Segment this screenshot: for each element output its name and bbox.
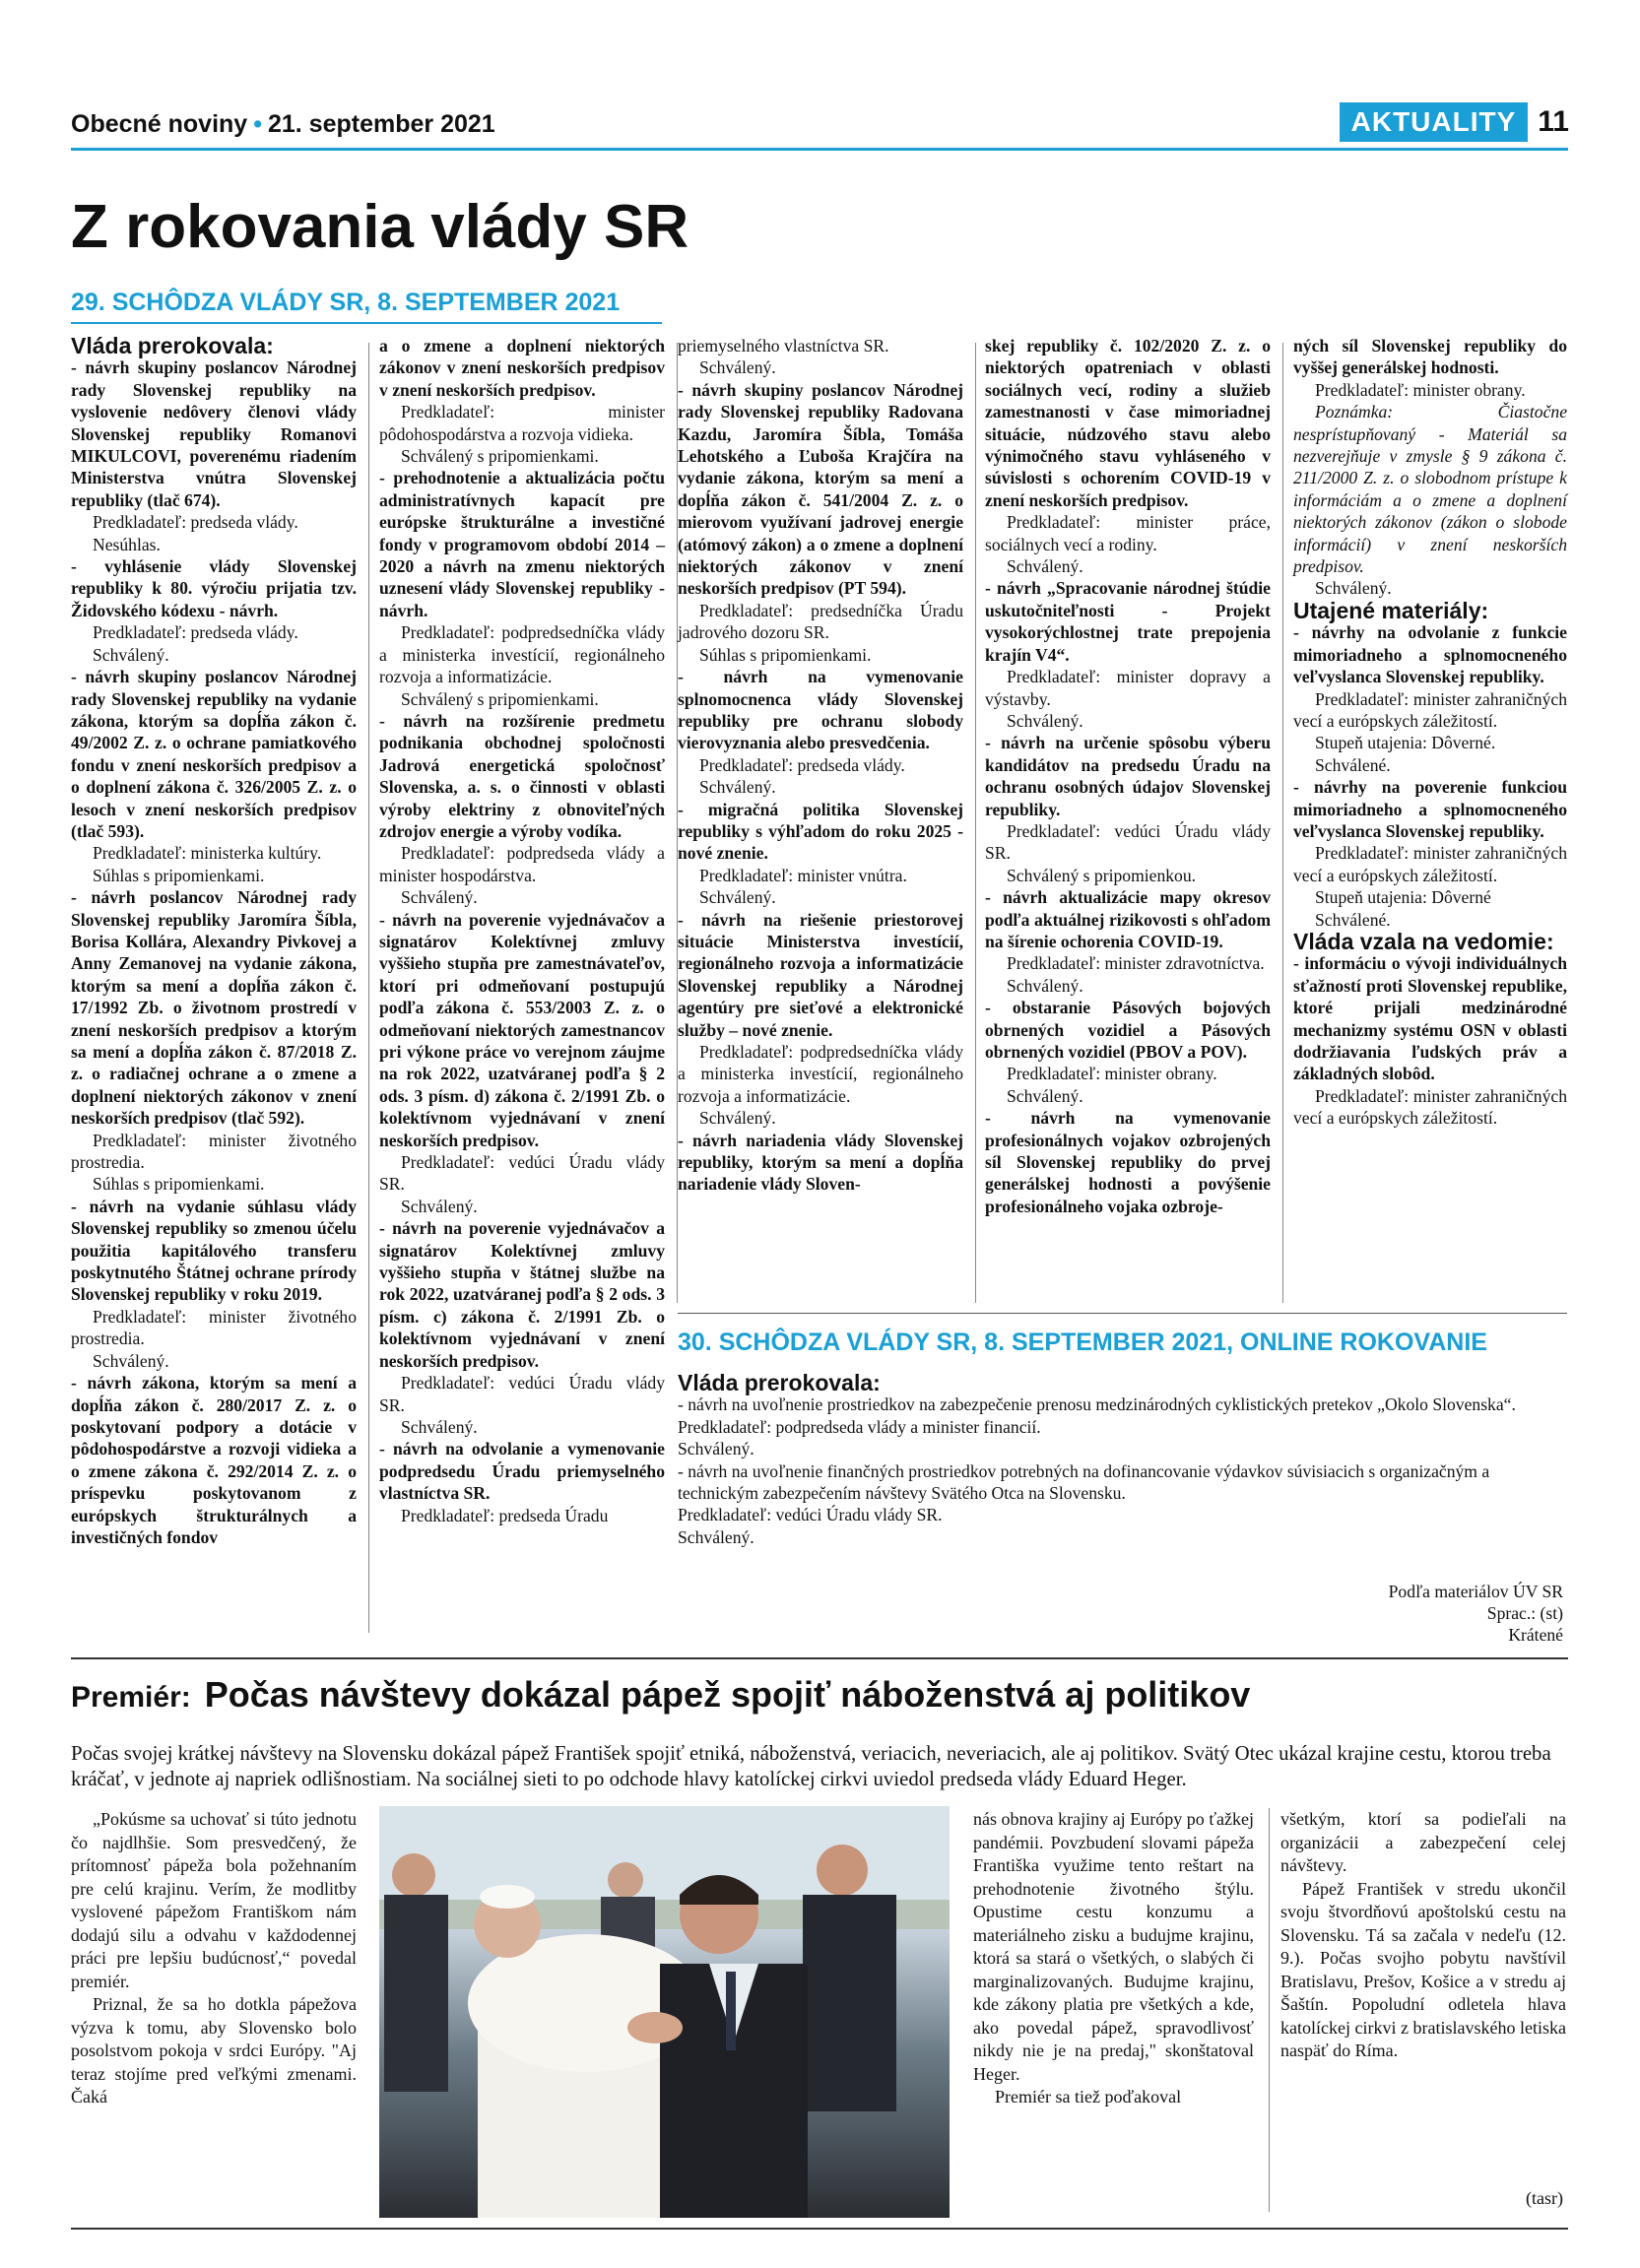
paragraph: - návrh na odvolanie a vymenovanie podpredsedu Úradu priemyselného vlastníctva SR. (379, 1439, 665, 1504)
paragraph: Predkladateľ: minister životného prostredia. (71, 1306, 357, 1349)
paragraph: Priznal, že sa ho dotkla pápežova výzva k tomu, aby Slovensko bolo posolstvom pokoja v srdci Európy. "Aj teraz stojíme pred veľkými zmenami. Čaká (71, 1994, 357, 2106)
paragraph: - návrh skupiny poslancov Národnej rady Slovenskej republiky Radovana Kazdu, Jaromíra Šíbla, Tomáša Lehotského a Ľuboša Krajčíra na vydanie zákona, ktorým sa mení a dopĺňa zákon č. 541/2004 Z. z. o mierovom využívaní jadrovej energie (atómový zákon) a o zmene a doplnení niektorých zákonov v znení neskorších predpisov (PT 594). (678, 379, 963, 599)
paragraph: Schválený. (1007, 710, 1083, 731)
paragraph: Schválený s pripomienkou. (1007, 865, 1197, 885)
paragraph: skej republiky č. 102/2020 Z. z. o niektorých opatreniach v oblasti sociálnych vecí, rodiny a služieb zamestnanosti v čase mimoriadnej situácie, núdzového stavu alebo výnimočného stavu vyhláseného v súvislosti s ochorením COVID-19 v znení neskorších predpisov. (985, 336, 1271, 510)
paragraph: Nesúhlas. (93, 534, 161, 554)
paragraph: - návrh na rozšírenie predmetu podnikania obchodnej spoločnosti Jadrová energetická spoločnosť Slovenska, a. s. o činnosti v oblasti výroby elektriny z obnoviteľných zdrojov energie a výroby vodíka. (379, 710, 665, 841)
paragraph: Schválený. (678, 1526, 754, 1547)
paragraph: Premiér sa tiež poďakoval (995, 2087, 1182, 2106)
paragraph: - návrh na uvoľnenie finančných prostriedkov potrebných na dofinancovanie výdavkov súvisiacich s organizačným a technickým zabezpečením návštevy Svätého Otca na Slovensku. (678, 1460, 1490, 1504)
paragraph: Predkladateľ: podpredseda vlády a minister financií. (678, 1416, 1041, 1437)
signature-editor: Sprac.: (st) (1486, 1603, 1563, 1623)
paragraph: - návrh poslancov Národnej rady Slovenskej republiky Jaromíra Šíbla, Borisa Kollára, Alexandry Pivkovej a Anny Zemanovej na vydanie zákona, ktorým sa mení a dopĺňa zákon č. 17/1992 Zb. o životnom prostredí v znení neskorších predpisov a ktorým sa mení a dopĺňa zákon č. 87/2018 Z. z. o radiačnej ochrane a o zmene a doplnení niektorých zákonov v znení neskorších predpisov (tlač 592). (71, 887, 357, 1129)
article-divider (71, 1657, 1568, 1659)
paragraph: - návrh na riešenie priestorovej situácie Ministerstva investícií, regionálneho rozvoja a informatizácie Slovenskej republiky a Národnej agentúry pre sieťové a elektronické služby – nové znenie. (678, 909, 963, 1040)
article-2-source: (tasr) (1526, 2188, 1563, 2208)
headline-text: Počas návštevy dokázal pápež spojiť náboženstvá aj politikov (204, 1674, 1251, 1715)
article-column-4 (985, 335, 1271, 1217)
paragraph: Predkladateľ: minister zahraničných vecí a európskych záležitostí. (1293, 688, 1567, 731)
paragraph: - vyhlásenie vlády Slovenskej republiky k 80. výročiu prijatia tzv. Židovského kódexu - návrh. (71, 556, 357, 620)
paragraph: Schválený. (678, 1439, 754, 1459)
session-30-rule (678, 1313, 1567, 1314)
article-2-column-3 (1280, 1808, 1566, 2063)
paragraph: Predkladateľ: predseda vlády. (93, 512, 298, 533)
paragraph: - návrh na poverenie vyjednávačov a signatárov Kolektívnej zmluvy vyššieho stupňa pre zamestnávateľov, ktorí pri odmeňovaní postupujú podľa zákona č. 553/2003 Z. z. o odmeňovaní niektorých zamestnancov pri výkone práce vo verejnom záujme na rok 2022, uzatváranej podľa § 2 ods. 3 písm. d) zákona č. 2/1991 Zb. o kolektívnom vyjednávaní v znení neskorších predpisov. (379, 909, 665, 1150)
paragraph: Predkladateľ: minister zahraničných vecí a európskych záležitostí. (1293, 843, 1567, 885)
article-column-3 (678, 335, 963, 1196)
paragraph: Stupeň utajenia: Dôverné. (1315, 733, 1496, 753)
paragraph: Predkladateľ: minister práce, sociálnych vecí a rodiny. (985, 512, 1271, 554)
paragraph: Schválené. (1315, 909, 1391, 930)
paragraph: ných síl Slovenskej republiky do vyššej generálskej hodnosti. (1293, 336, 1567, 378)
paragraph: Predkladateľ: podpredseda vlády a minister hospodárstva. (379, 843, 665, 885)
page-bottom-rule (71, 2228, 1568, 2230)
paragraph: „Pokúsme sa uchovať si túto jednotu čo najdlhšie. Som presvedčený, že prítomnosť pápeža bola požehnaním pre celú krajinu. Verím, že modlitby vyslovené pápežom Františkom nám dodajú silu a odvahu v každodennej práci pre lepšiu budúcnosť,“ povedal premiér. (71, 1809, 357, 1991)
paragraph: Schválený s pripomienkami. (401, 688, 599, 709)
paragraph: - obstaranie Pásových bojových obrnených vozidiel a Pásových obrnených vozidiel (PBOV a POV). (985, 998, 1271, 1062)
paragraph: Predkladateľ: predseda vlády. (699, 754, 905, 775)
article-column-2 (379, 335, 665, 1526)
session-rule (71, 322, 662, 324)
paragraph: Pápež František v stredu ukončil svoju štvordňovú apoštolskú cestu na Slovensku. Tá sa začala v nedeľu (12. 9.). Počas svojho pobytu navštívil Bratislavu, Prešov, Košice a v stredu aj Šaštín. Popoludní odletela hlava katolíckej cirkvi z bratislavského letiska naspäť do Ríma. (1280, 1878, 1566, 2060)
paragraph: Predkladateľ: ministerka kultúry. (93, 843, 322, 864)
paragraph: Schválený. (401, 1196, 478, 1216)
paragraph: Schválené. (1315, 754, 1391, 775)
column-divider (1282, 343, 1283, 1303)
paragraph: Predkladateľ: vedúci Úradu vlády SR. (379, 1152, 665, 1195)
article-2-headline (71, 1674, 1250, 1716)
paragraph: - návrh skupiny poslancov Národnej rady Slovenskej republiky na vydanie zákona, ktorým sa dopĺňa zákon č. 49/2002 Z. z. o ochrane pamiatkového fondu v znení neskorších predpisov a o doplnení zákona č. 326/2005 Z. z. o lesoch v znení neskorších predpisov (tlač 593). (71, 667, 357, 841)
paragraph: Predkladateľ: minister dopravy a výstavby. (985, 667, 1271, 709)
paragraph: - návrhy na poverenie funkciou mimoriadneho a splnomocneného veľvyslanca Slovenskej republiky. (1293, 777, 1567, 841)
paragraph: - návrh zákona, ktorým sa mení a dopĺňa zákon č. 280/2017 Z. z. o poskytovaní podpory a dotácie v pôdohospodárstve a rozvoji vidieka a o zmene zákona č. 292/2014 Z. z. o príspevku poskytovanom z európskych štrukturálnych a investičných fondov (71, 1373, 357, 1547)
paragraph: Schválený. (699, 887, 776, 908)
session-30-body (678, 1372, 1564, 1548)
paragraph: Predkladateľ: podpredsedníčka vlády a ministerka investícií, regionálneho rozvoja a informatizácie. (379, 622, 665, 687)
separator-dot: • (253, 110, 262, 138)
column-divider (975, 343, 976, 1303)
paragraph: Predkladateľ: minister životného prostredia. (71, 1130, 357, 1173)
paragraph: priemyselného vlastníctva SR. (678, 336, 889, 356)
header-rule (71, 148, 1568, 151)
paragraph: Predkladateľ: vedúci Úradu vlády SR. (678, 1505, 943, 1525)
paragraph: - prehodnotenie a aktualizácia počtu administratívnych kapacít pre európske štrukturálne a investičné fondy v programovom období 2014 – 2020 a návrh na zmenu niektorých uznesení vlády Slovenskej republiky - návrh. (379, 468, 665, 620)
paragraph: Predkladateľ: predseda vlády. (93, 622, 298, 643)
issue-date: 21. september 2021 (267, 110, 495, 138)
paragraph: Súhlas s pripomienkami. (699, 644, 872, 665)
paragraph: - návrh aktualizácie mapy okresov podľa aktuálnej rizikovosti s ohľadom na šírenie ochorenia COVID-19. (985, 887, 1271, 951)
paragraph: Predkladateľ: predsedníčka Úradu jadrového dozoru SR. (678, 600, 963, 643)
paragraph: - návrhy na odvolanie z funkcie mimoriadneho a splnomocneného veľvyslanca Slovenskej republiky. (1293, 622, 1567, 687)
paragraph: Stupeň utajenia: Dôverné (1315, 887, 1491, 908)
signature-note: Krátené (1508, 1625, 1563, 1645)
paragraph: Predkladateľ: predseda Úradu (401, 1505, 609, 1525)
section-heading: Utajené materiály: (1293, 597, 1489, 623)
paragraph: a o zmene a doplnení niektorých zákonov v znení neskorších predpisov v znení neskorších predpisov. (379, 336, 665, 400)
paragraph: Predkladateľ: minister obrany. (1007, 1064, 1217, 1084)
paragraph: - návrh na vymenovanie profesionálnych vojakov ozbrojených síl Slovenskej republiky do prvej generálskej hodnosti a povýšenie profesionálneho vojaka ozbroje- (985, 1108, 1271, 1216)
paragraph: Schválený. (1007, 975, 1083, 996)
paragraph: Schválený. (699, 1108, 776, 1129)
paragraph: - informáciu o vývoji individuálnych sťažností proti Slovenskej republike, ktoré prijali medzinárodné mechanizmy systému OSN v oblasti dodržiavania ľudských práv a základných slobôd. (1293, 953, 1567, 1084)
paragraph: Schválený. (1315, 578, 1392, 599)
paragraph: Predkladateľ: podpredsedníčka vlády a ministerka investícií, regionálneho rozvoja a informatizácie. (678, 1042, 963, 1106)
paragraph: Schválený s pripomienkami. (401, 446, 599, 467)
section-heading: Vláda prerokovala: (678, 1370, 881, 1395)
article-2-column-2 (973, 1808, 1254, 2109)
paragraph: Predkladateľ: minister vnútra. (699, 865, 907, 885)
paragraph: - návrh na určenie spôsobu výberu kandidátov na predsedu Úradu na ochranu osobných údajov Slovenskej republiky. (985, 733, 1271, 819)
paragraph: Predkladateľ: minister pôdohospodárstva a rozvoja vidieka. (379, 402, 665, 444)
headline-kicker: Premiér: (71, 1681, 191, 1714)
paragraph: - migračná politika Slovenskej republiky s výhľadom do roku 2025 - nové znenie. (678, 799, 963, 864)
paragraph: Súhlas s pripomienkami. (93, 1174, 265, 1195)
pope-and-premier-photo (379, 1806, 950, 2218)
signature-source: Podľa materiálov ÚV SR (1388, 1582, 1563, 1601)
paragraph: Predkladateľ: minister zdravotníctva. (1007, 953, 1265, 974)
article-column-1 (71, 335, 357, 1548)
paragraph: nás obnova krajiny aj Európy po ťažkej pandémii. Povzbudení slovami pápeža Františka využime tento reštart na prehodnotenie životného štýlu. Opustime cestu konzumu a materiálneho zisku a budujme krajinu, ktorá sa stará o všetkých, o slabých či marginalizovaných. Budujme krajinu, kde zákony platia pre všetkých a kde, ako povedal pápež, spravodlivosť nikdy nie je na predaj," skonštatoval Heger. (973, 1809, 1254, 2084)
page-number: 11 (1538, 105, 1569, 138)
article-column-5 (1293, 335, 1567, 1130)
paragraph: - návrh nariadenia vlády Slovenskej republiky, ktorým sa mení a dopĺňa nariadenie vlády Sloven- (678, 1130, 963, 1195)
paragraph: Schválený. (699, 777, 776, 798)
section-header (1340, 102, 1569, 142)
paragraph: - návrh skupiny poslancov Národnej rady Slovenskej republiky na vyslovenie nedôvery členovi vlády Slovenskej republiky Romanovi MIKULCOVI, poverenému riadením Ministerstva vnútra Slovenskej republiky (tlač 674). (71, 357, 357, 510)
paragraph: Schválený. (401, 887, 478, 908)
paragraph: Predkladateľ: minister obrany. (1315, 379, 1526, 400)
section-heading: Vláda prerokovala: (71, 333, 274, 358)
article-2-column-1 (71, 1808, 357, 2109)
paragraph: Schválený. (1007, 556, 1083, 577)
article-2-lead: Počas svojej krátkej návštevy na Slovensku dokázal pápež František spojiť etniká, náboženstvá, veriacich, neveriacich, ale aj politikov. Svätý Otec ukázal krajine cestu, ktorou treba kráčať, v jednote aj napriek odlišnostiam. Na sociálnej sieti to po odchode hlavy katolíckej cirkvi uviedol predseda vlády Eduard Heger. (71, 1742, 1551, 1790)
paragraph: Predkladateľ: minister zahraničných vecí a európskych záležitostí. (1293, 1085, 1567, 1129)
photo-illustration (379, 1806, 950, 2218)
paragraph: - návrh na vydanie súhlasu vlády Slovenskej republiky so zmenou účelu použitia kapitálového transferu poskytnutého Štátnej ochrane prírody Slovenskej republiky v roku 2019. (71, 1196, 357, 1305)
session-29-title: 29. SCHÔDZA VLÁDY SR, 8. SEPTEMBER 2021 (71, 289, 621, 316)
session-30-title: 30. SCHÔDZA VLÁDY SR, 8. SEPTEMBER 2021, ONLINE ROKOVANIE (678, 1328, 1487, 1356)
paragraph: - návrh „Spracovanie národnej štúdie uskutočniteľnosti - Projekt vysokorýchlostnej trate prepojenia krajín V4“. (985, 578, 1271, 665)
paragraph: Predkladateľ: vedúci Úradu vlády SR. (985, 820, 1271, 864)
section-badge: AKTUALITY (1340, 102, 1529, 142)
article-title: Z rokovania vlády SR (71, 193, 689, 261)
paragraph: Poznámka: Čiastočne nesprístupňovaný - Materiál sa nezverejňuje v zmysle § 9 zákona č. 211/2000 Z. z. o slobodnom prístupe k informáciám a o zmene a doplnení niektorých zákonov (zákon o slobode informácií) v znení neskorších predpisov. (1293, 402, 1567, 577)
column-divider (368, 343, 369, 1633)
paragraph: - návrh na poverenie vyjednávačov a signatárov Kolektívnej zmluvy vyššieho stupňa v štátnej službe na rok 2022, uzatváranej podľa § 2 ods. 3 písm. c) zákona č. 2/1991 Zb. o kolektívnom vyjednávaní v znení neskorších predpisov. (379, 1218, 665, 1371)
paragraph: Predkladateľ: vedúci Úradu vlády SR. (379, 1373, 665, 1415)
paragraph: Schválený. (699, 357, 776, 378)
paragraph: Schválený. (401, 1416, 478, 1437)
masthead (71, 110, 495, 139)
paragraph: Schválený. (1007, 1085, 1083, 1106)
paragraph: všetkým, ktorí sa podieľali na organizácii a zabezpečení celej návštevy. (1280, 1809, 1566, 1875)
paragraph: Schválený. (93, 1350, 169, 1371)
paper-name: Obecné noviny (71, 110, 248, 138)
paragraph: - návrh na uvoľnenie prostriedkov na zabezpečenie prenosu medzinárodných cyklistických pretekov „Okolo Slovenska“. (678, 1394, 1516, 1415)
paragraph: - návrh na vymenovanie splnomocnenca vlády Slovenskej republiky pre ochranu slobody vierovyznania alebo presvedčenia. (678, 667, 963, 753)
paragraph: Súhlas s pripomienkami. (93, 865, 265, 885)
column-divider (1269, 1808, 1270, 2212)
paragraph: Schválený. (93, 644, 169, 665)
section-heading: Vláda vzala na vedomie: (1293, 928, 1554, 954)
